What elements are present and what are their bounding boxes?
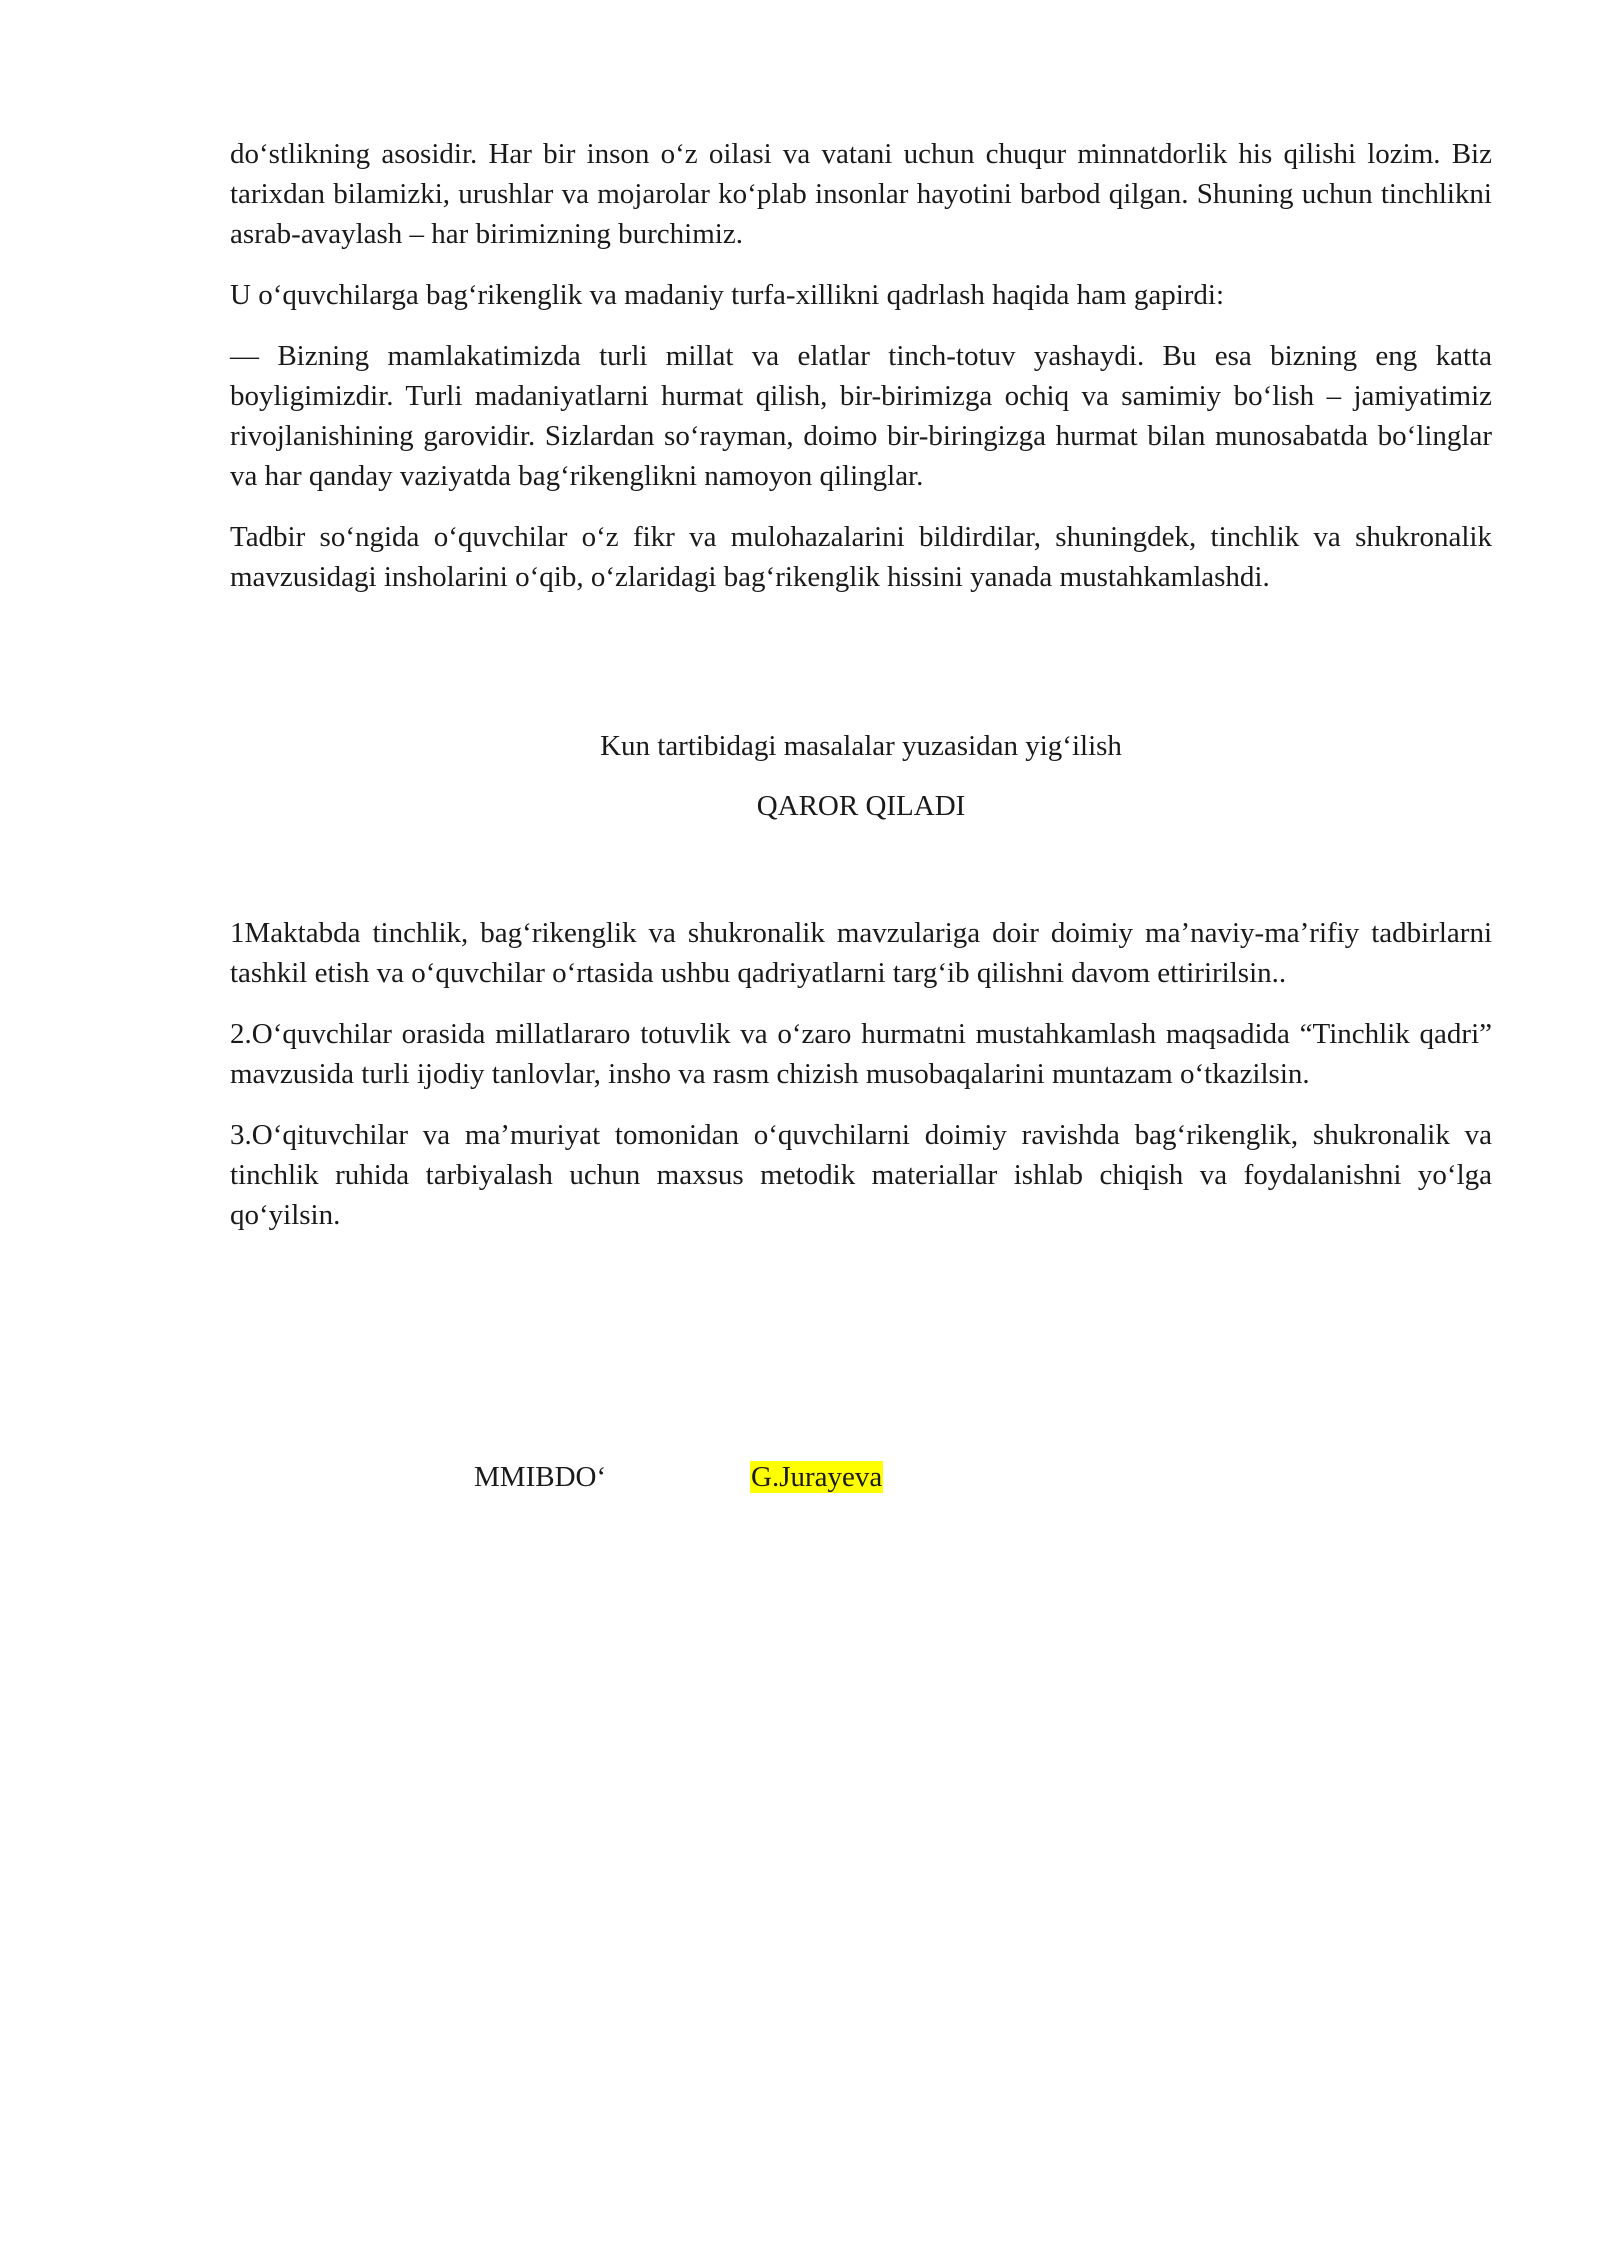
decision-heading: QAROR QILADI [756,790,966,822]
paragraph-tolerance-intro: U o‘quvchilarga bag‘rikenglik va madaniy turfa-xillikni qadrlash haqida ham gapirdi: [230,279,1225,311]
signature-name [750,1457,883,1497]
paragraph-event-end: Tadbir so‘ngida o‘quvchilar o‘z fikr va mulohazalarini bildirdilar, shuningdek, tinchlik va shukronalik mavzusidagi insholarini o‘qib, o‘zlaridagi bag‘rikenglik hissini yanada mustahkamlashdi. [230,521,1492,593]
decisions-list [230,913,1492,1256]
paragraph-friendship: do‘stlikning asosidir. Har bir inson o‘z oilasi va vatani uchun chuqur minnatdorlik his qilishi lozim. Biz tarixdan bilamizki, urushlar va mojarolar ko‘plab insonlar hayotini barbod qilgan. Shuning uchun tinchlikni asrab-avaylash – har birimizning burchimiz. [230,138,1492,250]
meeting-title: Kun tartibidagi masalalar yuzasidan yig‘ilish [600,730,1122,762]
signature-name-highlight: G.Jurayeva [751,1461,883,1493]
decision-item: 2.O‘quvchilar orasida millatlararo totuvlik va o‘zaro hurmatni mustahkamlash maqsadida “Tinchlik qadri” mavzusida turli ijodiy tanlovlar, insho va rasm chizish musobaqalarini muntazam o‘tkazilsin. [230,1018,1492,1090]
paragraph-quote: — Bizning mamlakatimizda turli millat va elatlar tinch-totuv yashaydi. Bu esa bizning eng katta boyligimizdir. Turli madaniyatlarni hurmat qilish, bir-birimizga ochiq va samimiy bo‘lish – jamiyatimiz rivojlanishining garovidir. Sizlardan so‘rayman, doimo bir-biringizga hurmat bilan munosabatda bo‘linglar va har qanday vaziyatda bag‘rikenglikni namoyon qilinglar. [230,340,1492,492]
decision-item: 3.O‘qituvchilar va ma’muriyat tomonidan o‘quvchilarni doimiy ravishda bag‘rikenglik, shukronalik va tinchlik ruhida tarbiyalash uchun maxsus metodik materiallar ishlab chiqish va foydalanishni yo‘lga qo‘yilsin. [230,1119,1492,1231]
decision-item: 1Maktabda tinchlik, bag‘rikenglik va shukronalik mavzulariga doir doimiy ma’naviy-ma’rifiy tadbirlarni tashkil etish va o‘quvchilar o‘rtasida ushbu qadriyatlarni targ‘ib qilishni davom ettiririlsin.. [230,917,1492,989]
signature-organization: MMIBDO‘ [474,1461,607,1493]
intro-section [230,134,1492,618]
